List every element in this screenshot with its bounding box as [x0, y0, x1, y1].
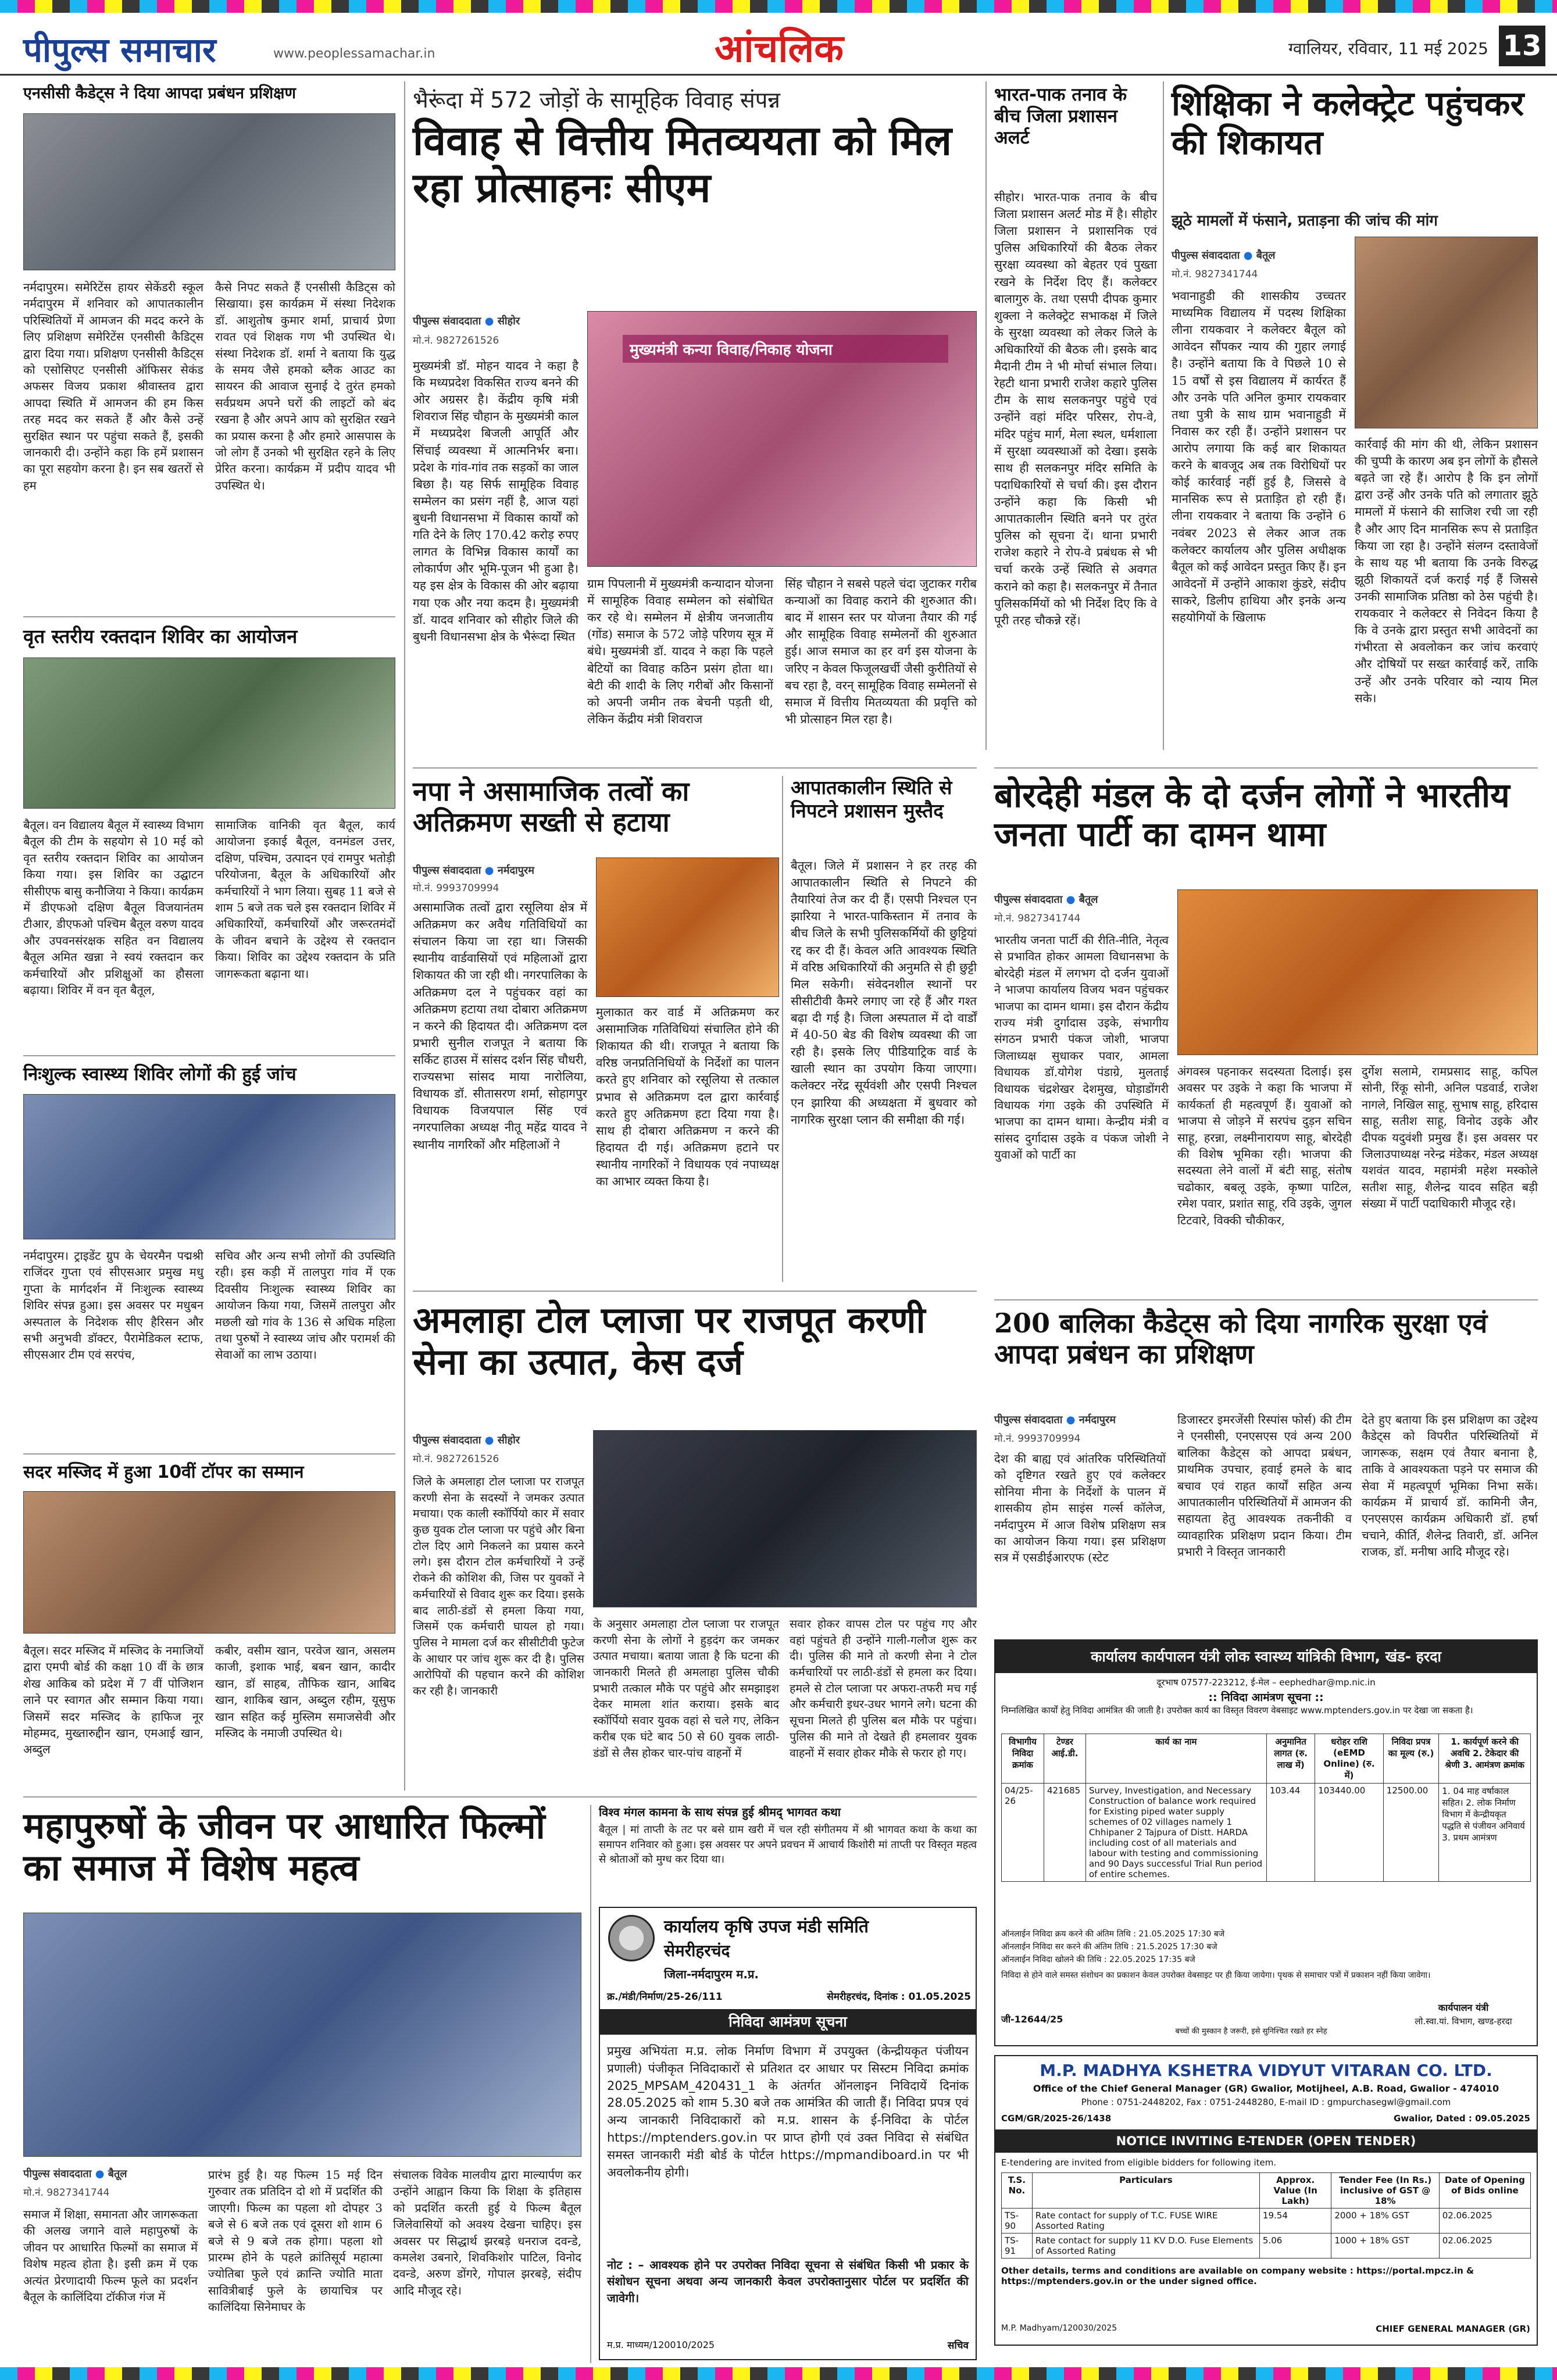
byline-place: सीहोर — [497, 315, 520, 327]
ad-footnote: निविदा से होने वाले समस्त संशोधन का प्रकाशन केवल उपरोक्त वेबसाइट पर ही किया जायेगा। पृथक से समाचार पत्रों में प्रकाशन नहीं किया जावेगा। — [1001, 1971, 1431, 1980]
ad-mpkv-etender — [994, 2055, 1538, 2346]
article-body: देश की बाह्य एवं आंतरिक परिस्थितियों को दृष्टिगत रखते हुए एवं कलेक्टर सोनिया मीना के निर्देशों के पालन में शासकीय होम साइंस गर्ल्स कॉलेज, नर्मदापुरम में आज विशेष प्रशिक्षण सत्र का आयोजन किया गया। इस प्रशिक्षण सत्र में एसडीईआरएफ (स्टेट — [994, 1452, 1166, 1565]
article-body-cont: प्रारंभ हुई है। यह फिल्म 15 मई दिन गुरुवार तक प्रतिदिन दो शो में प्रदर्शित की जाएगी। फिल्म का पहला शो दोपहर 3 बजे से 6 बजे तक एवं दूसरा शो शाम 6 बजे से 9 बजे तक होगा। पहला शो प्रारम्भ होने के पहले क्रांतिसूर्य महात्मा ज्योतिबा फुले एवं क्रान्ति ज्योति माता सावित्रीबाई फुले के छायाचित्र पर कालिंदिया सिनेमाघर के — [208, 2168, 383, 2314]
article-body: भारतीय जनता पार्टी की रीति-नीति, नेतृत्व से प्रभावित होकर आमला विधानसभा के बोरदेही मंडल में लगभग दो दर्जन युवाओं ने भाजपा कार्यालय विजय भवन पहुंचकर भाजपा का दामन थामा। इस दौरान केंद्रीय राज्य मंत्री दुर्गादास उइके, संभागीय संगठन प्रभारी पंकज जोशी, भाजपा जिलाध्यक्ष सुधाकर पवार, आमला विधायक डॉ.योगेश पंडाग्रे, मुलताई विधायक चंद्रशेखर देशमुख, घोड़ाडोंगरी विधायक गंगा उइके की उपस्थिति में भाजपा का दामन थामा। केन्द्रीय मंत्री व सांसद दुर्गादास उइके व पंकज जोशी ने युवाओं को पार्टी का — [994, 933, 1169, 1162]
byline-place: नर्मदापुरम — [497, 864, 535, 877]
dateline: ग्वालियर, रविवार, 11 मई 2025 — [1288, 39, 1488, 58]
column-rule — [1163, 81, 1164, 750]
table-header-row — [1002, 2173, 1531, 2209]
column-rule — [985, 81, 987, 750]
divider — [23, 616, 395, 617]
ad-heading: निविदा आमंत्रण सूचना — [600, 2009, 976, 2035]
byline-name: पीपुल्स संवाददाता — [994, 1414, 1063, 1426]
headline: 200 बालिका कैडेट्स को दिया नागरिक सुरक्षा एवं आपदा प्रबंधन का प्रशिक्षण — [994, 1307, 1488, 1370]
divider — [994, 1299, 1538, 1300]
table-cell: 5.06 — [1259, 2234, 1331, 2259]
ad-signature: कार्यपालन यंत्री — [1438, 2002, 1489, 2013]
column-header: Tender Fee (In Rs.) inclusive of GST @ 18% — [1331, 2173, 1439, 2209]
headline: बोरदेही मंडल के दो दर्जन लोगों ने भारतीय जनता पार्टी का दामन थामा — [994, 776, 1510, 855]
article-body: जिले के अमलाहा टोल प्लाजा पर राजपूत करणी सेना के सदस्यों ने जमकर उत्पात मचाया। एक काली स्कॉर्पियो कार में सवार कुछ युवक टोल प्लाजा पर पहुंचे और बिना टोल दिए आगे निकलने का प्रयास करने लगे। इस दौरान टोल कर्मचारियों ने उन्हें रोकने की कोशिश की, जिस पर युवकों ने कर्मचारियों से विवाद शुरू कर दिया। इसके बाद लाठी-डंडों से हमला किया गया, जिसमें एक कर्मचारी घायल हो गया। पुलिस ने मामला दर्ज कर सीसीटीवी फुटेज के आधार पर जांच शुरू कर दी है। पुलिस आरोपियों की पहचान करने की कोशिश कर रही है। जानकारी — [413, 1475, 584, 1698]
article-body-cont: सचिव और अन्य सभी लोगों की उपस्थिति रही। इस कड़ी में तालपुरा गांव में एक दिवसीय निःशुल्क स्वास्थ्य शिविर का आयोजन किया गया, जिसमें तालपुरा और मछली खो गांव के 136 से अधिक महिला तथा पुरुषों ने स्वास्थ्य जांच और परामर्श की सेवाओं का लाभ उठाया। — [215, 1249, 395, 1362]
headline: नपा ने असामाजिक तत्वों का अतिक्रमण सख्ती से हटाया — [413, 776, 690, 838]
article-body-cont: सिंह चौहान ने सबसे पहले चंदा जुटाकर गरीब कन्याओं का विवाह कराने की शुरुआत की। बाद में शासन स्तर पर योजना तैयार की गई और सामूहिक विवाह सम्मेलनों की शुरुआत हुई। आज समाज का हर वर्ग इस योजना के जरिए न केवल फिजूलखर्ची जैसी कुरीतियों से बच रहा है, वरन् सामूहिक विवाह सम्मेलनों से समाज में वित्तीय मितव्ययता की प्रवृत्ति को भी प्रोत्साहन मिल रहा है। — [785, 577, 977, 726]
story-health-camp — [23, 1064, 395, 1448]
column-header: T.S. No. — [1002, 2173, 1033, 2209]
subheadline: झूठे मामलों में फंसाने, प्रताड़ना की जांच की मांग — [1172, 212, 1438, 230]
article-body-cont: सवार होकर वापस टोल पर पहुंच गए और वहां पहुंचते ही उन्होंने गाली-गलौज शुरू कर दी। पुलिस की माने तो करणी सेना ने टोल कर्मचारियों पर लाठी-डंडों से हमला कर दिया। हमले से टोल प्लाजा पर अफरा-तफरी मच गई और कर्मचारी इधर-उधर भागने लगे। घटना की सूचना मिलते ही पुलिस बल मौके पर पहुंचा। पुलिस की माने तो देखते ही हमलावर युवक वाहनों में सवार होकर मौके से फरार हो गए। — [790, 1617, 977, 1760]
story-bhagwat-katha — [599, 1805, 977, 1898]
ad-mandi-tender — [599, 1907, 977, 2360]
story-films-great-men — [23, 1805, 605, 2363]
table-cell: 1. 04 माह वर्षाकाल सहित। 2. लोक निर्माण विभाग में केन्द्रीयकृत पद्धति से पंजीयन अनिवार्य 3. प्रथम आमंत्रण — [1439, 1784, 1531, 1882]
article-body: समाज में शिक्षा, समानता और जागरूकता की अलख जगाने वाले महापुरुषों के जीवन पर आधारित फिल्मों का समाज में विशेष महत्व होता है। इसी क्रम में एक अत्यंत प्रेरणादायी फिल्म फूले का प्रदर्शन बैतूल के कालिंदिया टॉकीज गंज में — [23, 2207, 198, 2304]
headline: आपातकालीन स्थिति से निपटने प्रशासन मुस्तैद — [791, 776, 952, 822]
tender-table-wrap — [1001, 1734, 1531, 1882]
ad-signature-office: लो.स्वा.यां. विभाग, खण्ड-हरदा — [1415, 2016, 1512, 2027]
ad-date: सेमरीहरचंद, दिनांक : 01.05.2025 — [827, 1991, 971, 2003]
article-body-cont: देते हुए बताया कि इस प्रशिक्षण का उद्देश्य कैडेट्स को विपरीत परिस्थितियों में जागरूक, सक्षम एवं तैयार बनाना है, ताकि वे आवश्यकता पड़ने पर समाज की सेवा में महत्वपूर्ण भूमिका निभा सकें। कार्यक्रम में प्राचार्य डॉ. कामिनी जैन, एनएसएस कार्यक्रम अधिकारी डॉ. हर्षा चचाने, कीर्ति, शैलेन्द्र तिवारी, डॉ. अनिल राजक, डॉ. मनीषा आदि मौजूद रहे। — [1362, 1413, 1538, 1559]
byline-name: पीपुल्स संवाददाता — [23, 2168, 92, 2180]
byline-place: बैतूल — [1079, 894, 1098, 906]
article-body-cont: संचालक विवेक मालवीय द्वारा माल्यार्पण कर उन्होंने आह्वान किया कि शिक्षा के इतिहास को प्रदर्शित करती हुई ये फिल्म बैतूल जिलेवासियों को अवश्य देखना चाहिए। इस अवसर पर सिद्धार्थ झरबड़े धनराज दवन्डे, कमलेश उबनारे, शिवकिशोर पाटिल, विनोद दवन्डे, अरुण डोंगरे, गोपाल झरबड़े, संदीप आदि मौजूद रहे। — [393, 2168, 581, 2297]
scheme-banner: मुख्यमंत्री कन्या विवाह/निकाह योजना — [623, 335, 948, 363]
divider — [23, 1796, 977, 1797]
divider — [994, 767, 1538, 769]
table-cell: 12500.00 — [1383, 1784, 1439, 1882]
ad-reference: जी-12644/25 — [1001, 2014, 1063, 2025]
article-body: बैतूल। वन विद्यालय बैतूल में स्वास्थ्य विभाग बैतूल की टीम के सहयोग से 10 मई को वृत स्तरीय रक्तदान शिविर का आयोजन किया गया। इस शिविर का उद्घाटन सीसीएफ बासु कनौजिया ने किया। कार्यक्रम में डीएफओ दक्षिण बैतूल विजयानंतम टीआर, डीएफओ पश्चिम बैतूल वरुण यादव और उपवनसंरक्षक सहित वन विद्यालय बैतूल अमित खन्ना ने स्वयं रक्तदान कर कर्मचारियों और प्रशिक्षुओं का हौसला बढ़ाया। शिविर में वन वृत बैतूल, — [23, 818, 203, 997]
table-cell: 1000 + 18% GST — [1331, 2234, 1439, 2259]
health-camp-photo — [23, 1094, 395, 1239]
article-body-cont: डिजास्टर इमरजेंसी रिस्पांस फोर्स) की टीम ने एनसीसी, एनएसएस एवं अन्य 200 बालिका कैडेट्स को आपदा प्रबंधन, प्राथमिक उपचार, हवाई हमले के बाद बचाव एवं राहत कार्यों सहित अन्य आपातकालीन परिस्थितियों में आमजन की सहायता हेतु आवश्यक तकनीकी व व्यावहारिक प्रशिक्षण प्रदान किया। टीम प्रभारी ने विस्तृत जानकारी — [1177, 1413, 1352, 1559]
ad-title: M.P. MADHYA KSHETRA VIDYUT VITARAN CO. LTD. — [1040, 2061, 1492, 2080]
ad-district: जिला-नर्मदापुरम म.प्र. — [664, 1967, 759, 1981]
divider — [413, 767, 977, 769]
byline-dot: ● — [1066, 1414, 1076, 1426]
article-body: असामाजिक तत्वों द्वारा रसूलिया क्षेत्र में अतिक्रमण कर अवैध गतिविधियों का संचालन किया जा रहा था। जिसकी स्थानीय वार्डवासियों एवं महिलाओं द्वारा शिकायत की जा रही थी। नगरपालिका के अतिक्रमण दल ने पहुंचकर वहां का अतिक्रमण हटाया तथा दोबारा अतिक्रमण न करने की हिदायत दी। अतिक्रमण दल प्रभारी सुनील राजपूत ने बताया कि सर्किट हाउस में सांसद दर्शन सिंह चौधरी, राज्यसभा सांसद माया नारोलिया, विधायक डॉ. सीतासरण शर्मा, सोहागपुर विधायक विजयपाल सिंह एवं नगरपालिका अध्यक्ष नीतू महेंद्र यादव ने स्थानीय नागरिकों और महिलाओं ने — [413, 900, 587, 1152]
article-body: मुख्यमंत्री डॉ. मोहन यादव ने कहा है कि मध्यप्रदेश विकसित राज्य बनने की ओर अग्रसर है। केंद्रीय कृषि मंत्री शिवराज सिंह चौहान के मुख्यमंत्री काल में मध्यप्रदेश बिजली आपूर्ति और सिंचाई व्यवस्था में आत्मनिर्भर बना। प्रदेश के गांव-गांव तक सड़कों का जाल बिछा है। यह सिर्फ सामूहिक विवाह सम्मेलन का प्रसंग नहीं है, आज यहां बुधनी विधानसभा में विकास कार्यों को गति देने के लिए 170.42 करोड़ रुपए लागत के विभिन्न विकास कार्यों का लोकार्पण और भूमि-पूजन भी हुआ है। यह इस क्षेत्र के विकास की ओर बढ़ाया गया एक और नया कदम है। मुख्यमंत्री डॉ. यादव शनिवार को सीहोर जिले की बुधनी विधानसभा क्षेत्र के भैरूंदा स्थित — [413, 359, 578, 644]
ad-contact: दूरभाष 07577-223212, ई-मेल – eephedhar@mp.nic.in — [1156, 1677, 1376, 1688]
mobile-number: मो.नं. 9827341744 — [1172, 269, 1258, 280]
column-header: धरोहर राशि (eEMD Online) (रु. में) — [1315, 1734, 1384, 1784]
ad-heading: NOTICE INVITING E-TENDER (OPEN TENDER) — [995, 2129, 1537, 2153]
ad-intro: निम्नलिखित कार्यों हेतु निविदा आमंत्रित की जाती है। उपरोक्त कार्य का विस्तृत विवरण वेबसाइट www.mptenders.gov.in पर देखा जा सकता है। — [1001, 1705, 1473, 1716]
byline-name: पीपुल्स संवाददाता — [413, 864, 481, 877]
byline-dot: ● — [95, 2168, 105, 2180]
byline — [994, 1413, 1169, 1427]
byline-place: बैतूल — [108, 2168, 127, 2180]
column-rule — [404, 81, 405, 1791]
byline — [994, 892, 1169, 906]
divider — [23, 1055, 395, 1056]
column-header: 1. कार्यपूर्ण करने की अवधि 2. टेकेदार की श्रेणी 3. आमंत्रण क्रमांक — [1439, 1734, 1531, 1784]
byline — [413, 863, 587, 877]
article-body-cont: कार्रवाई की मांग की थी, लेकिन प्रशासन की चुप्पी के कारण अब इन लोगों के हौसले बढ़ते जा रहे हैं। आरोप है कि इन लोगों द्वारा उन्हें और उनके पति को लगातार झूठे मामलों में फंसाने की साजिश रची जा रही है और आए दिन मानसिक रूप से प्रताड़ित किया जा रहा है। उन्होंने संलग्न दस्तावेजों के साथ यह भी बताया कि उनके विरुद्ध झूठी शिकायतें दर्ज कराई गई हैं जिससे उनकी सामाजिक प्रतिष्ठा को ठेस पहुंची है। रायकवार ने कलेक्टर से निवेदन किया है कि वे उनके द्वारा प्रस्तुत सभी आवेदनों का गंभीरता से अवलोकन कर जांच करवाएं और दोषियों पर सख्त कार्रवाई करें, ताकि उन्हें और उनके परिवार को न्याय मिल सके। — [1355, 437, 1538, 705]
table-cell: 103440.00 — [1315, 1784, 1384, 1882]
table-header-row — [1002, 1734, 1531, 1784]
table-cell: 103.44 — [1266, 1784, 1315, 1882]
article-body-cont: मुलाकात कर वार्ड में अतिक्रमण कर असामाजिक गतिविधियां संचालित होने की शिकायत की थी। राजपूत ने बताया कि वरिष्ठ जनप्रतिनिधियों के निर्देशों का पालन करते हुए शनिवार को रसूलिया से तत्काल प्रभाव से अतिक्रमण दल द्वारा कार्रवाई करते हुए अतिक्रमण हटा दिया गया है। साथ ही दोबारा अतिक्रमण न करने की हिदायत दी गई। अतिक्रमण हटाने पर स्थानीय नागरिकों ने विधायक एवं नपाध्यक्ष का आभार व्यक्त किया है। — [596, 1005, 779, 1189]
headline: भारत-पाक तनाव के बीच जिला प्रशासन अलर्ट — [994, 84, 1127, 149]
article-body-cont: ग्राम पिपलानी में मुख्यमंत्री कन्यादान योजना में सामूहिक विवाह सम्मेलन को संबोधित कर रहे थे। सम्मेलन में क्षेत्रीय जनजातीय (गोंड) समाज के 572 जोड़े परिणय सूत्र में बंधे। मुख्यमंत्री डॉ. यादव ने कहा कि पहले बेटियों का विवाह कठिन प्रसंग होता था। बेटी की शादी के लिए गरीबों और किसानों को अपनी जमीन तक बेचनी पड़ती थी, लेकिन केंद्रीय मंत्री शिवराज — [587, 577, 773, 726]
table-cell: 19.54 — [1259, 2209, 1331, 2234]
column-header: टेण्डर आई.डी. — [1044, 1734, 1085, 1784]
bjp-joining-photo — [1177, 889, 1538, 1055]
headline: निःशुल्क स्वास्थ्य शिविर लोगों की हुई जांच — [23, 1064, 297, 1085]
ad-reference: CGM/GR/2025-26/1438 — [1001, 2113, 1112, 2124]
byline-dot: ● — [1243, 249, 1253, 262]
mass-wedding-photo — [587, 311, 977, 567]
byline-place: सीहोर — [497, 1434, 520, 1446]
table-cell: Survey, Investigation, and Necessary Construction of balance work required for Existing piped water supply schemes of 02 villages namely 1 Chhipaner 2 Tajpura of Distt. HARDA including cost of all materials and labour with testing and commissioning and 90 Days successful Trial Run period of entire schemes. — [1085, 1784, 1266, 1882]
headline: अमलाहा टोल प्लाजा पर राजपूत करणी सेना का उत्पात, केस दर्ज — [413, 1299, 926, 1383]
newspaper-logo: पीपुल्स समाचार — [23, 30, 216, 70]
byline-name: पीपुल्स संवाददाता — [413, 1434, 481, 1446]
byline-place: नर्मदापुरम — [1079, 1414, 1116, 1426]
ad-date: Gwalior, Dated : 09.05.2025 — [1394, 2113, 1530, 2124]
article-body: बैतूल | मां ताप्ती के तट पर बसे ग्राम खरी में चल रही संगीतमय में श्री भागवत कथा के कथा का समापन शनिवार को हुआ। इस अवसर पर अपने प्रवचन में आचार्य किशोरी मां ताप्ती पर विस्तृत महत्व से श्रोताओं को मुग्ध कर दिया था। — [599, 1824, 977, 1866]
byline — [413, 1433, 581, 1447]
headline: महापुरुषों के जीवन पर आधारित फिल्मों का समाज में विशेष महत्व — [23, 1804, 545, 1889]
table-cell: Rate contact for supply 11 KV D.O. Fuse Elements of Assorted Rating — [1032, 2234, 1259, 2259]
byline-name: पीपुल्स संवाददाता — [1172, 249, 1240, 262]
story-encroachment — [413, 776, 779, 1288]
story-blood-donation — [23, 625, 395, 1052]
table-cell: 04/25-26 — [1002, 1784, 1044, 1882]
byline — [413, 314, 564, 328]
headline: एनसीसी कैडेट्स ने दिया आपदा प्रबंधन प्रशिक्षण — [23, 84, 297, 102]
story-bjp-joining — [994, 776, 1538, 1299]
column-header: निविदा प्रपत्र का मूल्य (रु.) — [1383, 1734, 1439, 1784]
story-girl-cadets-training — [994, 1308, 1538, 1634]
table-row — [1002, 1784, 1531, 1882]
tender-date-3: ऑनलाईन निविदा खोलने की तिथि : 22.05.2025 17:35 बजे — [1001, 1955, 1195, 1964]
column-header: Particulars — [1032, 2173, 1259, 2209]
headline: वृत स्तरीय रक्तदान शिविर का आयोजन — [23, 625, 298, 648]
column-rule — [782, 776, 783, 1282]
etender-table-wrap — [1001, 2172, 1531, 2259]
ad-place: सेमरीहरचंद — [664, 1941, 730, 1960]
byline-dot: ● — [484, 1434, 494, 1446]
color-registration-strip-bottom — [0, 2367, 1557, 2380]
table-row — [1002, 2209, 1531, 2234]
article-body-cont: कबीर, वसीम खान, परवेज खान, असलम काजी, इशाक भाई, बबन खान, कादीर खान, डॉ साहब, तौफिक खान, आबिद खान, शाकिब खान, अब्दुल रहीम, यूसुफ खान सहित कई मुस्लिम समाजसेवी और मस्जिद के नमाजी उपस्थित थे। — [215, 1643, 395, 1740]
table-cell: TS-91 — [1002, 2234, 1033, 2259]
mobile-number: मो.नं. 9993709994 — [413, 882, 499, 894]
divider — [23, 1453, 395, 1455]
article-body-cont: के अनुसार अमलाहा टोल प्लाजा पर राजपूत करणी सेना के लोगों ने हुड़दंग कर जमकर उत्पात मचाया। बताया जाता है कि घटना की जानकारी मिलते ही अमलाहा पुलिस चौकी प्रभारी तत्काल मौके पर पहुंचे और समझाइश देकर मामला शांत कराया। इसके बाद स्कॉर्पियो सवार युवक वहां से चले गए, लेकिन करीब एक घंटे बाद 50 से 60 युवक लाठी-डंडों से लैस होकर चार-पांच वाहनों में — [593, 1617, 779, 1760]
story-emergency-preparedness — [791, 776, 977, 1288]
article-body: सीहोर। भारत-पाक तनाव के बीच जिला प्रशासन अलर्ट मोड में है। सीहोर जिला प्रशासन ने प्रशासनिक एवं पुलिस अधिकारियों की बैठक लेकर सुरक्षा व्यवस्था को बेहतर एवं पुख्ता रखने के निर्देश दिए हैं। कलेक्टर बालागुरु के. तथा एसपी दीपक कुमार शुक्ला ने कलेक्ट्रेट सभाकक्ष में जिले के सुरक्षा व्यवस्था को लेकर जिले के अधिकारियों की बैठक ली। इसके बाद मैदानी टीम ने भी मोर्चा संभाल लिया। रेहटी थाना प्रभारी राजेश कहारे पुलिस टीम के साथ सलकनपुर पहुंचे एवं उन्होंने वहां मंदिर परिसर, रोप-वे, मंदिर पहुंच मार्ग, मेला स्थल, धर्मशाला में सुरक्षा व्यवस्थाओं को देखा। इसके साथ ही सलकनपुर मंदिर समिति के पदाधिकारियों से चर्चा की। इस दौरान उन्होंने कहा कि किसी भी आपातकालीन स्थिति बनने पर तुरंत पुलिस को सूचना दें। थाना प्रभारी राजेश कहारे ने रोप-वे प्रबंधक से भी चर्चा करके उन्हें स्थिति से अवगत कराने को कहा है। सलकनपुर में तैनात पुलिसकर्मियों को भी निर्देश दिए कि वे पूरी तरह चौकन्ने रहें। — [994, 190, 1157, 627]
headline: विश्व मंगल कामना के साथ संपन्न हुई श्रीमद् भागवत कथा — [599, 1805, 841, 1819]
column-header: Date of Opening of Bids online — [1439, 2173, 1530, 2209]
website-url: www.peoplessamachar.in — [273, 47, 435, 61]
headline: विवाह से वित्तीय मितव्ययता को मिल रहा प्रोत्साहनः सीएम — [413, 116, 952, 212]
article-body-cont: कैसे निपट सकते हैं एनसीसी कैडिट्स को सिखाया। इस कार्यक्रम में संस्था निदेशक डॉ. आशुतोष कुमार शर्मा, प्राचार्य प्रेणा रावत एवं शिक्षक गण भी उपस्थित थे। संस्था निदेशक डॉ. शर्मा ने बताया कि युद्ध के समय जैसे हमको ब्लैक आउट का सायरन की आवाज सुनाई दे तुरंत हमको सर्वप्रथम अपने घरों की लाइटों को बंद रखना है और अपने आप को सुरक्षित रखने का प्रयास करना है और हमारे आसपास के जो लोग हैं उनको भी सुरक्षित रहने के लिए प्रेरित करना। कार्यक्रम में प्रदीप यादव भी उपस्थित थे। — [215, 280, 395, 492]
topper-felicitation-photo — [23, 1491, 395, 1634]
mobile-number: मो.नं. 9827261526 — [413, 335, 499, 346]
byline-name: पीपुल्स संवाददाता — [994, 894, 1063, 906]
column-header: विभागीय निविदा क्रमांक — [1002, 1734, 1044, 1784]
tender-table — [1001, 1734, 1531, 1882]
article-body-cont: दुर्गेश सलामे, रामप्रसाद साहू, कपिल सोनी, रिंकू सोनी, अनिल पडवार्ड, राजेश नागले, निखिल साहू, सुभाष साहू, हरिदास साहू, सतीश साहू, विनोद उइके और दीपक यदुवंशी प्रमुख हैं। इस अवसर पर जिलाउपाध्यक्ष नरेन्द्र मंडेकर, मंडल अध्यक्ष यशवंत यादव, महामंत्री महेश मस्कोले सतीश साहू, शैलेन्द्र यादव सहित बड़ी संख्या में पार्टी पदाधिकारी मौजूद रहे। — [1362, 1064, 1538, 1211]
headline: शिक्षिका ने कलेक्ट्रेट पहुंचकर की शिकायत — [1172, 84, 1524, 163]
ad-footer: Other details, terms and conditions are available on company website : https://portal.mpcz.in & https://mptenders.gov.in or the under signed office. — [1001, 2265, 1474, 2286]
column-header: कार्य का नाम — [1085, 1734, 1266, 1784]
byline-dot: ● — [1066, 894, 1076, 906]
table-cell: TS-90 — [1002, 2209, 1033, 2234]
mobile-number: मो.नं. 9827341744 — [23, 2187, 110, 2199]
ad-address: Office of the Chief General Manager (GR) Gwalior, Motijheel, A.B. Road, Gwalior - 474010 — [1033, 2083, 1499, 2094]
article-body: नर्मदापुरम। समेरिटेंस हायर सेकेंडरी स्कूल नर्मदापुरम में शनिवार को आपातकालीन परिस्थितियों में आमजन की मदद करने के लिए प्रशिक्षण समेरिटेंस एनसीसी कैडिट्स द्वारा दिया गया। प्रशिक्षण एनसीसी कैडिट्स को एसोसिएट एनसीसी ऑफिसर सेकंड अफसर विजय प्रकाश श्रीवास्तव द्वारा आपदा स्थिति में आमजन की हम किस तरह मदद कर सकते हैं और कैसे उन्हें सुरक्षित स्थान पर पहुंचा सकते हैं, इसकी जानकारी दी। उन्होंने कहा कि हमें प्रशासन का पूरा सहयोग करना है। इन सब खतरों से हम — [23, 280, 203, 492]
tender-date-2: ऑनलाईन निविदा सर करने की अंतिम तिथि : 21.5.2025 17:30 बजे — [1001, 1942, 1217, 1952]
column-rule — [590, 1805, 591, 2363]
blood-donation-photo — [23, 657, 395, 809]
story-district-alert — [994, 84, 1157, 753]
ad-heading: :: निविदा आमंत्रण सूचना :: — [1208, 1691, 1324, 1704]
ad-footer-ref: म.प्र. माध्यम/120010/2025 — [607, 2339, 715, 2350]
teacher-photo — [1355, 237, 1538, 428]
section-title: आंचलिक — [715, 26, 844, 71]
byline — [23, 2167, 198, 2181]
story-ncc-training — [23, 84, 395, 596]
ad-footer-signature: सचिव — [947, 2340, 969, 2352]
article-body-cont: अंगवस्त्र पहनाकर सदस्यता दिलाई। इस अवसर पर उइके ने कहा कि भाजपा में कार्यकर्ता ही महत्वपूर्ण हैं। युवाओं को भाजपा से जोड़ने में सरपंच दुड़न सचिन साहू, हरन्ना, लक्ष्मीनारायण साहू, बोरदेही की विशेष भूमिका रही। भाजपा की सदस्यता लेने वालों में बंटी साहू, संतोष चढोकार, बबलू उइके, कृष्णा पाटिल, रमेश पवार, प्रशांत साहू, रवि उइके, जुगल टिटवारे, विक्की चौकीकर, — [1177, 1064, 1352, 1227]
story-teacher-complaint — [1172, 84, 1538, 753]
byline — [1172, 248, 1340, 262]
mandi-logo — [608, 1915, 655, 1961]
film-screening-photo — [23, 1913, 581, 2157]
ad-title: कार्यालय कार्यपालन यंत्री लोक स्वास्थ्य यांत्रिकी विभाग, खंड- हरदा — [995, 1641, 1537, 1673]
mobile-number: मो.नं. 9993709994 — [994, 1433, 1081, 1445]
ad-slogan: बच्चों की मुस्कान है जरूरी, इसे सुनिश्चित रखते हर स्नेह — [1175, 2027, 1327, 2036]
column-header: Approx. Value (In Lakh) — [1259, 2173, 1331, 2209]
ad-body: प्रमुख अभियंता म.प्र. लोक निर्माण विभाग में उपयुक्त (केन्द्रीयकृत पंजीयन प्रणाली) पंजीकृत निविदाकारों से प्रतिशत दर आधार पर सिस्टम निविदा क्रमांक 2025_MPSAM_420431_1 के अंतर्गत ऑनलाइन निविदायें दिनांक 28.05.2025 को शाम 5.30 बजे तक आमंत्रित की जाती हैं। निविदा प्रपत्र एवं अन्य जानकारी निविदाकारों को म.प्र. शासन के ई-निविदा के पोर्टल https://mptenders.gov.in पर प्राप्त होगी एवं उक्त निविदा से संबंधित समस्त जानकारी मंडी बोर्ड के पोर्टल https://mpmandiboard.in पर भी अवलोकनीय होगी। — [607, 2044, 969, 2179]
story-masjid-topper — [23, 1462, 395, 1788]
story-mass-wedding — [413, 84, 977, 759]
table-cell: 421685 — [1044, 1784, 1085, 1882]
table-cell: 02.06.2025 — [1439, 2209, 1530, 2234]
ad-footer-signature: CHIEF GENERAL MANAGER (GR) — [1376, 2324, 1530, 2334]
story-toll-plaza-ruckus — [413, 1299, 977, 1782]
byline-dot: ● — [484, 864, 494, 877]
ad-reference: क्र./मंडी/निर्माण/25-26/111 — [607, 1991, 723, 2003]
headline: सदर मस्जिद में हुआ 10वीं टॉपर का सम्मान — [23, 1462, 304, 1482]
encroachment-removal-photo — [596, 857, 779, 997]
column-header: अनुमानित लागत (रु. लाख में) — [1266, 1734, 1315, 1784]
table-cell: 02.06.2025 — [1439, 2234, 1530, 2259]
color-registration-strip — [0, 0, 1557, 13]
kicker: भैरूंदा में 572 जोड़ों के सामूहिक विवाह संपन्न — [413, 87, 780, 113]
article-body: बैतूल। सदर मस्जिद में मस्जिद के नमाजियों द्वारा एमपी बोर्ड की कक्षा 10 वीं के छात्र शेख आकिब को प्रदेश में 7 वीं पोजिशन लाने पर स्वागत और सम्मान किया गया। जिसमें सदर मस्जिद के हाफिज नूर मोहम्मद, मुख्तारुद्दीन खान, एमआई खान, अब्दुल — [23, 1643, 203, 1757]
ad-phe-harda-tender — [994, 1639, 1538, 2046]
divider — [413, 1291, 977, 1292]
ad-note: नोट : – आवश्यक होने पर उपरोक्त निविदा सूचना से संबंधित किसी भी प्रकार के संशोधन सूचना अथवा अन्य जानकारी केवल उपरोक्तानुसार पोर्टल पर प्रदर्शित की जावेगी। — [607, 2258, 969, 2305]
toll-plaza-cctv-photo — [593, 1430, 977, 1607]
byline-place: बैतूल — [1256, 249, 1276, 262]
ad-footer-ref: M.P. Madhyam/120030/2025 — [1001, 2324, 1117, 2333]
page-number: 13 — [1499, 26, 1545, 66]
byline-name: पीपुल्स संवाददाता — [413, 315, 481, 327]
article-body-cont: सामाजिक वानिकी वृत बैतूल, कार्य आयोजना इकाई बैतूल, वनमंडल उत्तर, दक्षिण, पश्चिम, उत्पादन एवं रामपुर भतोड़ी परियोजना, बैतूल के अधिकारियों और कर्मचारियों ने भाग लिया। सुबह 11 बजे से शाम 5 बजे तक चले इस रक्तदान शिविर में अधिकारियों, कर्मचारियों और जरूरतमंदों के जीवन बचाने के उद्देश्य से रक्तदान किया। शिविर का उद्देश्य रक्तदान के प्रति जागरूकता बढ़ाना था। — [215, 818, 395, 981]
ad-contact: Phone : 0751-2448202, Fax : 0751-2448280, E-mail ID : gmpurchasegwl@gmail.com — [1081, 2097, 1451, 2107]
ncc-cadets-photo — [23, 113, 395, 270]
article-body: भवानाहुडी की शासकीय उच्चतर माध्यमिक विद्यालय में पदस्थ शिक्षिका लीना रायकवार ने कलेक्टर बैतूल को आवेदन सौंपकर न्याय की गुहार लगाई है। उन्होंने बताया कि वे पिछले 10 से 15 वर्षों से इस विद्यालय में कार्यरत हैं और उनके पति अनिल कुमार रायकवार तथा पुत्री के साथ ग्राम भवानाहुडी में निवास कर रही हैं। उन्होंने प्रशासन पर आरोप लगाया कि कई बार शिकायत करने के बावजूद अब तक विरोधियों पर कोई कार्रवाई नहीं हुई है, जिससे वे मानसिक रूप से प्रताड़ित हो रही हैं। लीना रायकवार ने बताया कि उन्होंने 6 नवंबर 2023 से लेकर आज तक कलेक्टर कार्यालय और पुलिस अधीक्षक बैतूल को कई आवेदन प्रस्तुत किए हैं। इन आवेदनों में उन्होंने आकाश कुंडरे, संदीप साकरे, डिलीप हाथिया और इनके अन्य सहयोगियों के खिलाफ — [1172, 289, 1346, 625]
table-cell: 2000 + 18% GST — [1331, 2209, 1439, 2234]
table-row — [1002, 2234, 1531, 2259]
ad-intro: E-tendering are invited from eligible bidders for following item. — [1001, 2157, 1277, 2168]
article-body: बैतूल। जिले में प्रशासन ने हर तरह की आपातकालीन स्थिति से निपटने की तैयारियां तेज कर दी हैं। एसपी निश्चल एन झारिया ने भारत-पाकिस्तान में तनाव के बीच जिले के सभी पुलिसकर्मियों की छुट्टियां रद्द कर दी हैं। केवल अति आवश्यक स्थिति में वरिष्ठ अधिकारियों की अनुमति से ही छुट्टी मिल सकेगी। संवेदनशील स्थानों पर सीसीटीवी कैमरे लगाए जा रहे हैं और गश्त बढ़ा दी गई है। जिला अस्पताल में दो वार्डों में 40-50 बेड की विशेष व्यवस्था की जा रही है। इसके लिए पीडियाट्रिक वार्ड के खाली स्थान का उपयोग किया जाएगा। कलेक्टर नरेंद्र सूर्यवंशी और एसपी निश्चल एन झारिया की अध्यक्षता में बुधवार को नागरिक सुरक्षा प्लान की समीक्षा की गई। — [791, 859, 977, 1127]
masthead — [0, 17, 1557, 76]
byline-dot: ● — [484, 315, 494, 327]
mobile-number: मो.नं. 9827261526 — [413, 1453, 499, 1465]
mobile-number: मो.नं. 9827341744 — [994, 913, 1081, 924]
ad-org: कार्यालय कृषि उपज मंडी समिति — [664, 1917, 869, 1937]
table-cell: Rate contact for supply of T.C. FUSE WIRE Assorted Rating — [1032, 2209, 1259, 2234]
etender-table — [1001, 2172, 1531, 2259]
tender-date-1: ऑनलाईन निविदा क्रय करने की अंतिम तिथि : 21.05.2025 17:30 बजे — [1001, 1929, 1225, 1939]
article-body: नर्मदापुरम। ट्राइडेंट ग्रुप के चेयरमैन पद्मश्री राजिंदर गुप्ता एवं सीएसआर प्रमुख मधु गुप्ता के मार्गदर्शन में निःशुल्क स्वास्थ्य शिविर संपन्न हुआ। इस अवसर पर मधुबन अस्पताल के निदेशक सीए हैरिसन और सभी अनुभवी डॉक्टर, पैरामेडिकल स्टाफ, सीएसआर टीम एवं सरपंच, — [23, 1249, 203, 1362]
